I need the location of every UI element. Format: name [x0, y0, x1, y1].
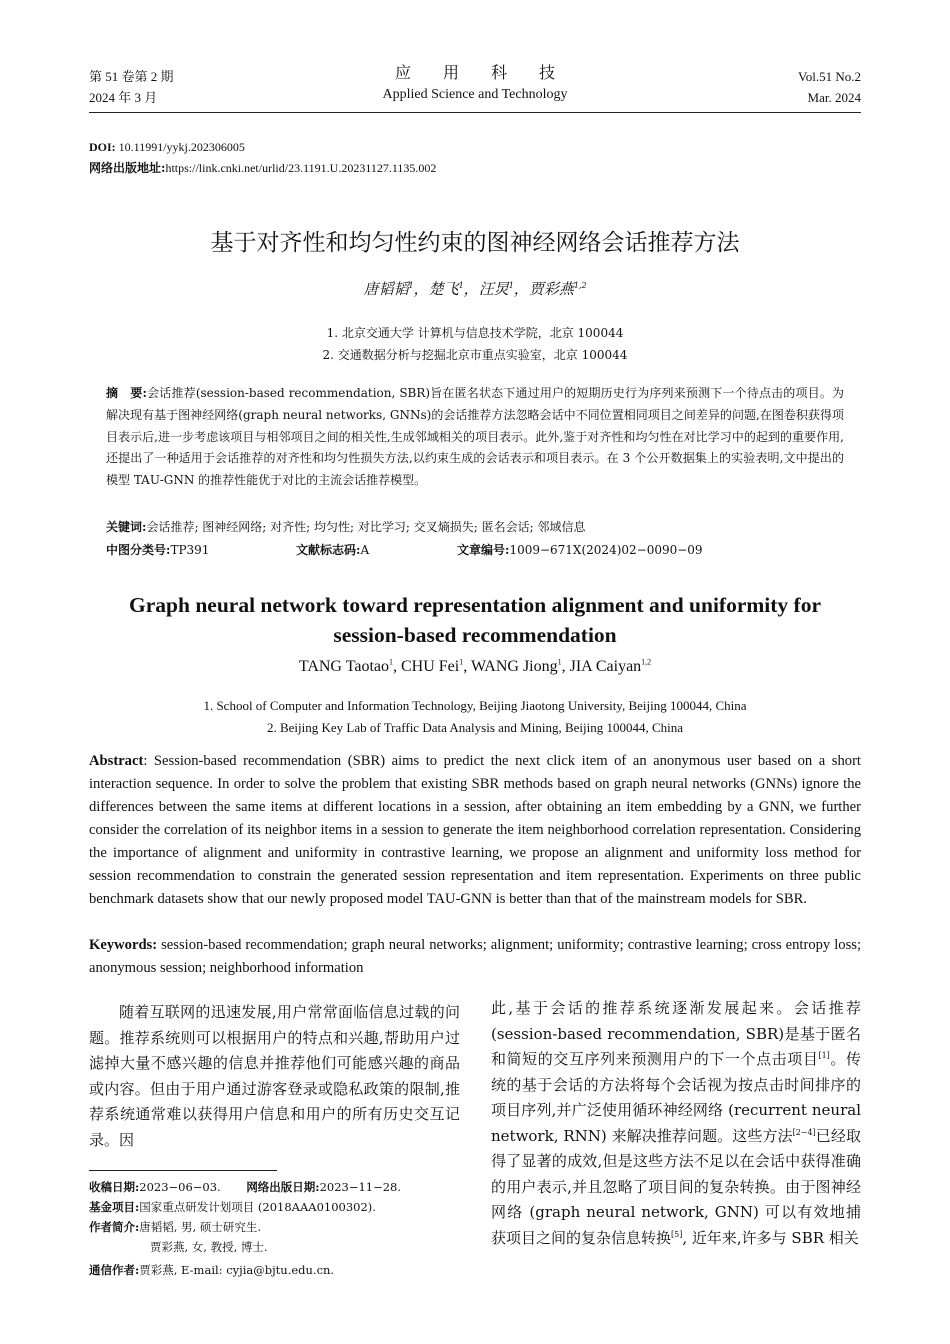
authors-cn [89, 278, 861, 300]
author-cn-1: 唐韬韬$^1$， [363, 280, 429, 298]
affiliations-en [89, 695, 861, 739]
paper-title-en [70, 590, 880, 650]
intro-paragraph-right: 此,基于会话的推荐系统逐渐发展起来。会话推荐(session-based recommendation, SBR)是基于匿名和简短的交互序列来预测用户的下一个点击项目[1]。传统的基于会话的方法将每个会话视为按点击时间排序的项目序列,并广泛使用循环神经网络 (recurrent neural network, RNN) 来解决推荐问题。这些方法[2−4]已经取得了显著的成效,但是这些方法不足以在会话中获得准确的用户表示,并且忽略了项目间的复杂转换。由于图神经网络 (graph neural network, GNN) 可以有效地捕获项目之间的复杂信息转换[5], 近年来,许多与 SBR 相关 [491, 999, 861, 1247]
header-vol-no: Vol.51 No.2 [798, 69, 861, 84]
abstract-cn-label: 摘 要: [106, 386, 147, 400]
doi-label: DOI: [89, 140, 116, 154]
keywords-en-label: Keywords: [89, 937, 158, 953]
author-en-1: TANG Taotao$^1$, [298, 657, 401, 675]
clc-value: TP391 [170, 543, 210, 557]
affiliation-en-2: 2. Beijing Key Lab of Traffic Data Analysis and Mining, Beijing 100044, China [266, 720, 684, 735]
keywords-cn-text: 会话推荐; 图神经网络; 对齐性; 均匀性; 对比学习; 交叉熵损失; 匿名会话; 邻域信息 [146, 520, 586, 534]
authors-en [89, 655, 861, 679]
affiliations-cn [89, 322, 861, 366]
header-vol-en [798, 66, 861, 108]
received-value: 2023−06−03. [139, 1180, 221, 1194]
url-label: 网络出版地址: [89, 161, 166, 175]
author-en-3: WANG Jiong$^1$, [470, 657, 570, 675]
footnote-corresponding [89, 1260, 460, 1280]
paper-title-en-line1: Graph neural network toward representation alignment and uniformity for [129, 593, 821, 617]
author-cn-3: 汪炅$^1$， [478, 280, 529, 298]
online-label: 网络出版日期: [246, 1180, 320, 1194]
doi-value: 10.11991/yykj.202306005 [115, 140, 245, 154]
paper-title-cn: 基于对齐性和均匀性约束的图神经网络会话推荐方法 [210, 230, 740, 256]
doccode-value: A [360, 543, 370, 557]
header-rule [89, 112, 861, 113]
online-value: 2023−11−28. [319, 1180, 402, 1194]
corr-label: 通信作者: [89, 1263, 140, 1277]
fund-label: 基金项目: [89, 1200, 140, 1214]
author-en-4: JIA Caiyan$^{1,2}$ [569, 657, 652, 675]
abstract-cn-text: 会话推荐(session-based recommendation, SBR)旨在匿名状态下通过用户的短期历史行为序列来预测下一个待点击的项目。为解决现有基于图神经网络(graph neural networks, GNNs)的会话推荐方法忽略会话中不同位置相同项目之间差异的问题,在图卷积获得项目表示后,进一步考虑该项目与相邻项目之间的相关性,生成邻域相关的项目表示。此外,鉴于对齐性和均匀性在对比学习中的起到的重要作用,还提出了一种适用于会话推荐的对齐性和均匀性损失方法,以约束生成的会话表示和项目表示。在 3 个公开数据集上的实验表明,文中提出的模型 TAU-GNN 的推荐性能优于对比的主流会话推荐模型。 [106, 386, 844, 488]
citation-1: [1] [818, 1051, 830, 1060]
footnote-fund [89, 1197, 460, 1217]
keywords-cn [106, 517, 844, 538]
received-label: 收稿日期: [89, 1180, 140, 1194]
footnote-dates [89, 1177, 460, 1197]
citation-5: [5] [671, 1229, 683, 1239]
artno-label: 文章编号: [457, 543, 510, 557]
affiliation-en-1: 1. School of Computer and Information Technology, Beijing Jiaotong University, Beijing 100044, China [203, 698, 747, 713]
journal-name [300, 63, 650, 105]
bio-label: 作者简介: [89, 1220, 140, 1234]
bio-line1: 唐韬韬, 男, 硕士研究生. [139, 1220, 262, 1234]
artno-value: 1009−671X(2024)02−0090−09 [509, 543, 703, 557]
author-cn-4: 贾彩燕$^{1,2}$ [528, 280, 587, 298]
journal-name-en: Applied Science and Technology [382, 87, 568, 102]
keywords-cn-label: 关键词: [106, 520, 147, 534]
header-date: 2024 年 3 月 [89, 90, 158, 105]
header-volume [89, 66, 174, 108]
paper-title-en-line2: session-based recommendation [333, 623, 617, 647]
author-cn-2: 楚飞$^1$， [428, 280, 479, 298]
header-date-en: Mar. 2024 [807, 90, 861, 105]
url-value: https://link.cnki.net/urlid/23.1191.U.20231127.1135.002 [165, 161, 437, 175]
bio-line2: 贾彩燕, 女, 教授, 博士. [150, 1240, 268, 1254]
clc-label: 中图分类号: [106, 543, 171, 557]
abstract-en-label: Abstract [89, 753, 144, 769]
footnote-rule [89, 1170, 277, 1171]
abstract-cn [106, 383, 844, 492]
author-en-2: CHU Fei$^1$, [401, 657, 471, 675]
footnote-bio [89, 1217, 460, 1257]
affiliation-cn-2: 2. 交通数据分析与挖掘北京市重点实验室，北京 100044 [322, 348, 628, 362]
corr-value: 贾彩燕, E-mail: cyjia@bjtu.edu.cn. [139, 1263, 335, 1277]
header-volume-issue: 第 51 卷第 2 期 [89, 69, 174, 84]
keywords-en [89, 934, 861, 980]
abstract-en [89, 750, 861, 911]
fund-value: 国家重点研发计划项目 (2018AAA0100302). [139, 1200, 376, 1214]
citation-2-4: [2−4] [792, 1127, 816, 1137]
doi-block [89, 137, 436, 179]
affiliation-cn-1: 1. 北京交通大学 计算机与信息技术学院，北京 100044 [326, 326, 624, 340]
footnotes [89, 1177, 460, 1280]
abstract-en-text: : Session-based recommendation (SBR) aims to predict the next click item of an anonymous user based on a short interaction sequence. In order to solve the problem that existing SBR methods based on graph neural networks (GNNs) ignore the differences between the same items at different locations in a session, after obtaining an item embedding by a GNN, we further consider the correlation of its neighbor items in a session to generate the item neighborhood correlation representation. Considering the importance of alignment and uniformity in contrastive learning, we propose an alignment and uniformity loss method for session recommendation to constrain the generated session representation and item representation. Experiments on three public benchmark datasets show that our newly proposed model TAU-GNN is better than that of the mainstream models for SBR. [89, 753, 861, 907]
intro-paragraph-left: 随着互联网的迅速发展,用户常常面临信息过载的问题。推荐系统则可以根据用户的特点和兴趣,帮助用户过滤掉大量不感兴趣的信息并推荐他们可能感兴趣的商品或内容。但由于用户通过游客登录或隐私政策的限制,推荐系统通常难以获得用户信息和用户的所有历史交互记录。因 [89, 1003, 460, 1149]
doccode-label: 文献标志码: [296, 543, 361, 557]
keywords-en-text: session-based recommendation; graph neural networks; alignment; uniformity; contrastive learning; cross entropy loss; anonymous session; neighborhood information [89, 937, 861, 976]
journal-name-cn: 应 用 科 技 [394, 65, 555, 82]
